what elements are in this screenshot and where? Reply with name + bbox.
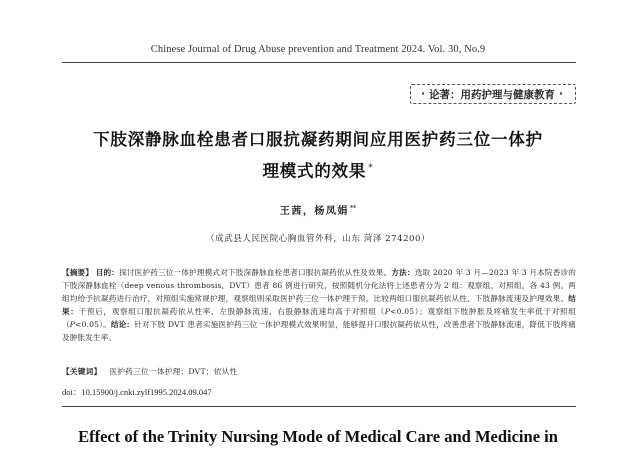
conclusion-label: 结论： [110,320,135,330]
authors [0,202,636,217]
affiliation: （成武县人民医院心胸血管外科，山东 菏泽 274200） [205,234,431,244]
author-names: 王茜，杨凤娟 [279,206,349,217]
abstract-label: 【摘要】 [62,268,94,277]
column-suffix: · [559,88,563,100]
column-prefix: · [421,88,425,100]
p-symbol-1: P [384,307,391,317]
methods-label: 方法： [391,268,415,277]
journal-header: Chinese Journal of Drug Abuse prevention and Treatment 2024. Vol. 30, No.9 [150,44,486,55]
article-title [58,126,578,186]
author-footnote-mark: ** [349,204,357,212]
results-text-b: ）；观察组下肢肿胀及疼痛发生率低于对照组（ [62,307,576,330]
conclusion-text: 针对下肢 DVT 患者实施医护药三位一体护理模式效果明显，能够提升口服抗凝药依从性，改善患者下肢静脉流速，降低下肢疼痛及肿胀发生率。 [62,320,577,343]
column-label-box [410,84,576,104]
objective-label: 目的： [95,268,120,277]
keywords-text: 医护药三位一体护理；DVT；依从性 [109,367,238,376]
keywords-label: 【关键词】 [62,367,102,376]
title-line-2-text: 理模式的效果 [262,161,367,181]
results-text-a: 干预后，观察组口服抗凝药依从性率、左股静脉流速、右股静脉流速均高于对照组（ [78,307,385,317]
title-line-1: 下肢深静脉血栓患者口服抗凝药期间应用医护药三位一体护 [93,130,543,149]
abstract [62,266,576,345]
p-value-1: <0.05 [390,307,415,317]
results-text-c: ）。 [99,320,111,330]
keywords [62,366,576,377]
section-rule [62,406,576,407]
doi: doi：10.15900/j.cnki.zylf1995.2024.09.047 [62,387,212,397]
p-symbol-2: P [69,320,76,330]
column-label: 论著：用药护理与健康教育 [429,88,555,101]
title-line-2 [58,154,578,186]
english-title: Effect of the Trinity Nursing Mode of Medical Care and Medicine in [78,427,558,446]
title-footnote-mark: * [368,163,374,173]
methods-text: 选取 2020 年 3 月—2023 年 3 月本院香诊的下肢深静脉血栓（deep venous thrombosis，DVT）患者 86 例进行研究，按照随机分化法将上述患者分为 2 组：观察组、对照组，各 43 例。两组均给予抗凝药进行治疗，对照组实施常规护理，观察组则采取医护药三位一体护理干预，比较两组口服抗凝药依从性、下肢静脉流速及护理效果。 [62,268,576,304]
p-value-2: <0.05 [75,320,100,330]
results-label: 结果： [62,294,576,317]
header-rule [62,62,576,63]
objective-text: 探讨医护药三位一体护理模式对下肢深静脉血栓患者口服抗凝药依从性及效果。 [119,268,392,277]
